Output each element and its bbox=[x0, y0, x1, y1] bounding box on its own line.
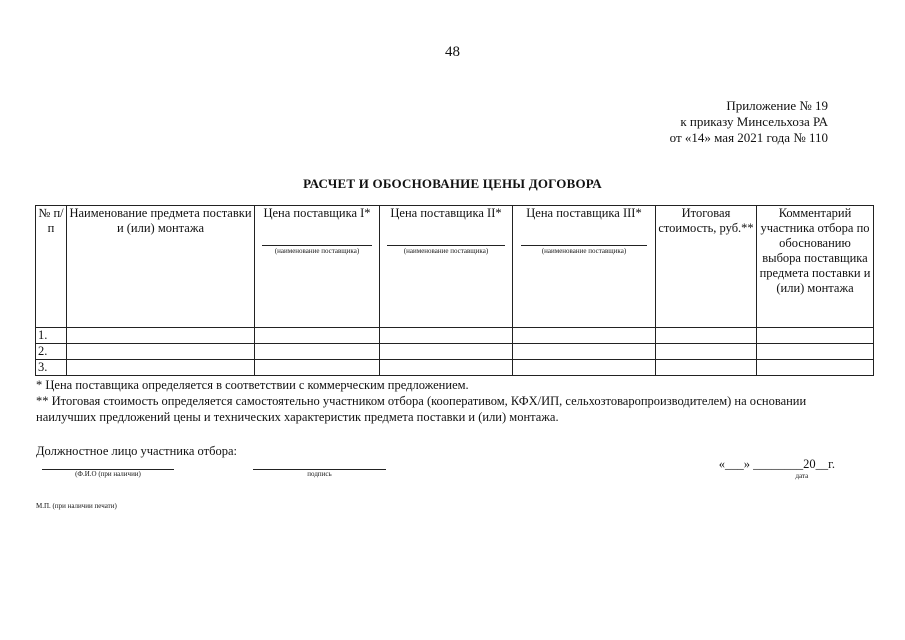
header-comment: Комментарий участника отбора по обоснованию выбора поставщика предмета поставки и (или) монтажа bbox=[757, 206, 874, 328]
cell-name bbox=[67, 360, 255, 376]
supplier-1-underline bbox=[262, 245, 372, 246]
stamp-note: М.П. (при наличии печати) bbox=[36, 502, 117, 510]
cell-supplier-2 bbox=[380, 344, 513, 360]
appendix-line-2: к приказу Минсельхоза РА bbox=[680, 114, 828, 129]
header-num: № п/п bbox=[36, 206, 67, 328]
signature-note: подпись bbox=[307, 470, 332, 478]
fio-note: (Ф.И.О (при наличии) bbox=[75, 470, 141, 478]
supplier-2-underline bbox=[387, 245, 505, 246]
row-number: 2. bbox=[36, 344, 67, 360]
price-table bbox=[35, 205, 874, 376]
header-name: Наименование предмета поставки и (или) монтажа bbox=[67, 206, 255, 328]
supplier-3-underline bbox=[521, 245, 648, 246]
header-supplier-1-label: Цена поставщика I* bbox=[263, 206, 371, 220]
appendix-line-1: Приложение № 19 bbox=[726, 98, 828, 113]
document-title: РАСЧЕТ И ОБОСНОВАНИЕ ЦЕНЫ ДОГОВОРА bbox=[303, 176, 602, 191]
supplier-3-note: (наименование поставщика) bbox=[541, 247, 627, 255]
cell-name bbox=[67, 328, 255, 344]
cell-supplier-1 bbox=[255, 328, 380, 344]
date-note: дата bbox=[795, 472, 809, 480]
cell-total bbox=[656, 344, 757, 360]
cell-comment bbox=[757, 344, 874, 360]
cell-supplier-3 bbox=[513, 344, 656, 360]
row-number: 3. bbox=[36, 360, 67, 376]
table-header-row bbox=[36, 206, 874, 328]
cell-total bbox=[656, 360, 757, 376]
cell-supplier-3 bbox=[513, 328, 656, 344]
table-row bbox=[36, 328, 874, 344]
fio-field bbox=[42, 469, 174, 478]
supplier-2-note: (наименование поставщика) bbox=[403, 247, 489, 255]
signature-field bbox=[253, 469, 386, 478]
appendix-line-3: от «14» мая 2021 года № 110 bbox=[669, 130, 828, 145]
header-supplier-3 bbox=[513, 206, 656, 328]
header-supplier-3-label: Цена поставщика III* bbox=[526, 206, 642, 220]
cell-supplier-2 bbox=[380, 360, 513, 376]
page-number: 48 bbox=[445, 44, 460, 60]
appendix-reference bbox=[670, 98, 828, 146]
cell-supplier-3 bbox=[513, 360, 656, 376]
footnote-1: * Цена поставщика определяется в соответствии с коммерческим предложением. bbox=[36, 378, 469, 392]
table-row bbox=[36, 360, 874, 376]
table-row bbox=[36, 344, 874, 360]
signer-label: Должностное лицо участника отбора: bbox=[36, 444, 237, 458]
date-text: «___» ________20__г. bbox=[718, 457, 835, 471]
footnotes bbox=[36, 377, 816, 425]
header-total: Итоговая стоимость, руб.** bbox=[656, 206, 757, 328]
supplier-1-note: (наименование поставщика) bbox=[274, 247, 360, 255]
cell-total bbox=[656, 328, 757, 344]
cell-supplier-1 bbox=[255, 344, 380, 360]
cell-supplier-2 bbox=[380, 328, 513, 344]
cell-supplier-1 bbox=[255, 360, 380, 376]
cell-comment bbox=[757, 360, 874, 376]
header-supplier-2-label: Цена поставщика II* bbox=[390, 206, 502, 220]
row-number: 1. bbox=[36, 328, 67, 344]
header-supplier-2 bbox=[380, 206, 513, 328]
footnote-2: ** Итоговая стоимость определяется самостоятельно участником отбора (кооперативом, КФХ/ИП, сельхозтоваропроизводителем) на основании наилучших предложений цены и технических характеристик предмета поставки и (или) монтажа. bbox=[36, 394, 807, 424]
date-field bbox=[719, 457, 835, 480]
cell-comment bbox=[757, 328, 874, 344]
cell-name bbox=[67, 344, 255, 360]
header-supplier-1 bbox=[255, 206, 380, 328]
